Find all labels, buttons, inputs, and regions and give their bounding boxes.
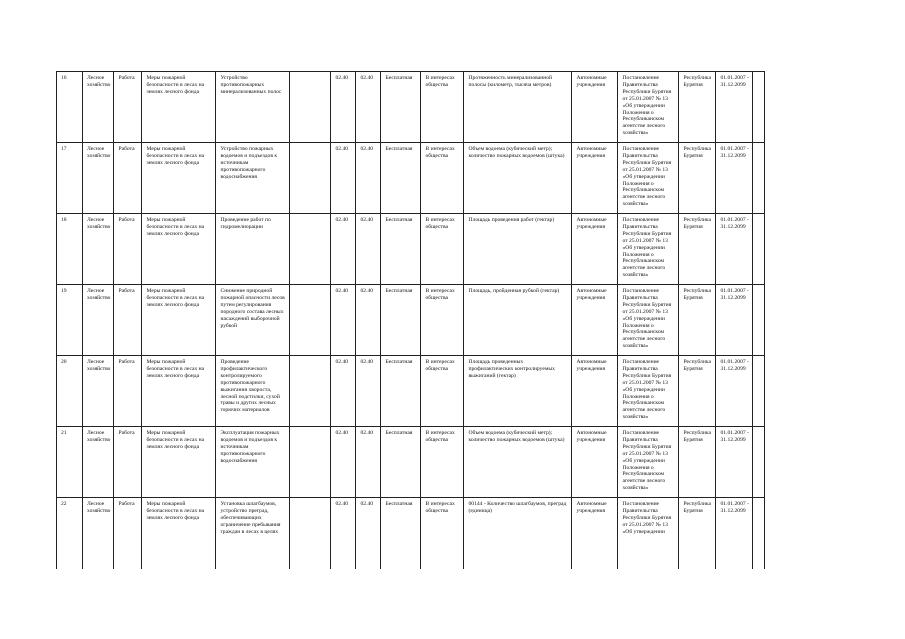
table-row — [57, 285, 765, 356]
blank-cell — [753, 285, 765, 356]
institution-cell: Автономные учреждения — [572, 214, 618, 285]
payment-cell: Бесплатная — [381, 427, 421, 498]
institution-cell: Автономные учреждения — [572, 285, 618, 356]
row-number: 22 — [57, 498, 83, 569]
period-cell: 01.01.2007 - 31.12.2099 — [716, 498, 753, 569]
program-cell: Меры пожарной безопасности в лесах на землях лесного фонда — [142, 214, 216, 285]
table-row — [57, 356, 765, 427]
row-number: 21 — [57, 427, 83, 498]
code-cell: 02.40 — [331, 285, 356, 356]
legal-act-cell: Постановление Правительства Республики Бурятия от 25.01.2007 № 13 «Об утверждении — [618, 498, 679, 569]
payment-cell: Бесплатная — [381, 143, 421, 214]
sector-cell: Лесное хозяйство — [83, 285, 114, 356]
work-cell: Снижение природной пожарной опасности лесов путем регулирования породного состава лесных насаждений выборочной рубкой — [216, 285, 290, 356]
purpose-cell: В интересах общества — [421, 285, 464, 356]
blank-cell — [753, 214, 765, 285]
code-cell: 02.40 — [356, 285, 381, 356]
type-cell: Работа — [114, 214, 142, 285]
measure-cell: Протяженность минерализованной полосы (километр, тысяча метров) — [464, 72, 572, 143]
institution-cell: Автономные учреждения — [572, 427, 618, 498]
type-cell: Работа — [114, 498, 142, 569]
sector-cell: Лесное хозяйство — [83, 356, 114, 427]
measure-cell: Площадь проведения работ (гектар) — [464, 214, 572, 285]
work-cell: Устройство пожарных водоемов и подъездов к источникам противопожарного водоснабжения — [216, 143, 290, 214]
row-number: 17 — [57, 143, 83, 214]
table-row — [57, 72, 765, 143]
blank-cell — [290, 143, 331, 214]
work-cell: Эксплуатация пожарных водоемов и подъездов к источникам противопожарного водоснабжения — [216, 427, 290, 498]
work-cell: Установка шлагбаумов, устройство преград, обеспечивающих ограничение пребывания граждан в лесах в целях — [216, 498, 290, 569]
work-cell: Проведение работ по гидромелиорации — [216, 214, 290, 285]
program-cell: Меры пожарной безопасности в лесах на землях лесного фонда — [142, 498, 216, 569]
type-cell: Работа — [114, 356, 142, 427]
purpose-cell: В интересах общества — [421, 143, 464, 214]
legal-act-cell: Постановление Правительства Республики Бурятия от 25.01.2007 № 13 «Об утверждении Положения о Республиканском агентстве лесного хозяйства» — [618, 72, 679, 143]
table-row — [57, 427, 765, 498]
program-cell: Меры пожарной безопасности в лесах на землях лесного фонда — [142, 143, 216, 214]
registry-table — [56, 71, 765, 569]
code-cell: 02.40 — [356, 72, 381, 143]
legal-act-cell: Постановление Правительства Республики Бурятия от 25.01.2007 № 13 «Об утверждении Положения о Республиканском агентстве лесного хозяйства» — [618, 214, 679, 285]
code-cell: 02.40 — [331, 143, 356, 214]
blank-cell — [290, 72, 331, 143]
code-cell: 02.40 — [356, 143, 381, 214]
legal-act-cell: Постановление Правительства Республики Бурятия от 25.01.2007 № 13 «Об утверждении Положения о Республиканском агентстве лесного хозяйства» — [618, 427, 679, 498]
payment-cell: Бесплатная — [381, 72, 421, 143]
blank-cell — [753, 72, 765, 143]
program-cell: Меры пожарной безопасности в лесах на землях лесного фонда — [142, 427, 216, 498]
work-cell: Проведение профилактического контролируемого противопожарного выжигания хвороста, лесной подстилки, сухой травы и других лесных горючих материалов — [216, 356, 290, 427]
purpose-cell: В интересах общества — [421, 72, 464, 143]
institution-cell: Автономные учреждения — [572, 498, 618, 569]
blank-cell — [290, 285, 331, 356]
period-cell: 01.01.2007 - 31.12.2099 — [716, 427, 753, 498]
purpose-cell: В интересах общества — [421, 356, 464, 427]
code-cell: 02.40 — [356, 427, 381, 498]
legal-act-cell: Постановление Правительства Республики Бурятия от 25.01.2007 № 13 «Об утверждении Положения о Республиканском агентстве лесного хозяйства» — [618, 285, 679, 356]
sector-cell: Лесное хозяйство — [83, 143, 114, 214]
row-number: 16 — [57, 72, 83, 143]
type-cell: Работа — [114, 427, 142, 498]
region-cell: Республика Бурятия — [679, 72, 716, 143]
row-number: 18 — [57, 214, 83, 285]
measure-cell: Площадь, пройденная рубкой (гектар) — [464, 285, 572, 356]
blank-cell — [753, 356, 765, 427]
measure-cell: 00144 - Количество шлагбаумов, преград (единица) — [464, 498, 572, 569]
region-cell: Республика Бурятия — [679, 285, 716, 356]
institution-cell: Автономные учреждения — [572, 143, 618, 214]
purpose-cell: В интересах общества — [421, 498, 464, 569]
period-cell: 01.01.2007 - 31.12.2099 — [716, 285, 753, 356]
code-cell: 02.40 — [356, 498, 381, 569]
blank-cell — [753, 143, 765, 214]
region-cell: Республика Бурятия — [679, 214, 716, 285]
institution-cell: Автономные учреждения — [572, 72, 618, 143]
work-cell: Устройство противопожарных минерализованных полос — [216, 72, 290, 143]
legal-act-cell: Постановление Правительства Республики Бурятия от 25.01.2007 № 13 «Об утверждении Положения о Республиканском агентстве лесного хозяйства» — [618, 356, 679, 427]
payment-cell: Бесплатная — [381, 356, 421, 427]
period-cell: 01.01.2007 - 31.12.2099 — [716, 143, 753, 214]
legal-act-cell: Постановление Правительства Республики Бурятия от 25.01.2007 № 13 «Об утверждении Положения о Республиканском агентстве лесного хозяйства» — [618, 143, 679, 214]
sector-cell: Лесное хозяйство — [83, 214, 114, 285]
region-cell: Республика Бурятия — [679, 356, 716, 427]
sector-cell: Лесное хозяйство — [83, 427, 114, 498]
purpose-cell: В интересах общества — [421, 214, 464, 285]
sector-cell: Лесное хозяйство — [83, 498, 114, 569]
type-cell: Работа — [114, 285, 142, 356]
blank-cell — [753, 427, 765, 498]
region-cell: Республика Бурятия — [679, 143, 716, 214]
payment-cell: Бесплатная — [381, 214, 421, 285]
table-row — [57, 143, 765, 214]
region-cell: Республика Бурятия — [679, 427, 716, 498]
institution-cell: Автономные учреждения — [572, 356, 618, 427]
blank-cell — [753, 498, 765, 569]
code-cell: 02.40 — [356, 214, 381, 285]
table-row — [57, 498, 765, 569]
period-cell: 01.01.2007 - 31.12.2099 — [716, 214, 753, 285]
blank-cell — [290, 356, 331, 427]
table-row — [57, 214, 765, 285]
code-cell: 02.40 — [331, 72, 356, 143]
region-cell: Республика Бурятия — [679, 498, 716, 569]
payment-cell: Бесплатная — [381, 498, 421, 569]
code-cell: 02.40 — [331, 356, 356, 427]
measure-cell: Объем водоема (кубический метр); количество пожарных водоемов (штука) — [464, 427, 572, 498]
code-cell: 02.40 — [331, 214, 356, 285]
measure-cell: Площадь проведенных профилактических контролируемых выжиганий (гектар) — [464, 356, 572, 427]
code-cell: 02.40 — [356, 356, 381, 427]
blank-cell — [290, 498, 331, 569]
type-cell: Работа — [114, 143, 142, 214]
code-cell: 02.40 — [331, 427, 356, 498]
code-cell: 02.40 — [331, 498, 356, 569]
blank-cell — [290, 427, 331, 498]
sector-cell: Лесное хозяйство — [83, 72, 114, 143]
type-cell: Работа — [114, 72, 142, 143]
period-cell: 01.01.2007 - 31.12.2099 — [716, 356, 753, 427]
row-number: 20 — [57, 356, 83, 427]
blank-cell — [290, 214, 331, 285]
period-cell: 01.01.2007 - 31.12.2099 — [716, 72, 753, 143]
program-cell: Меры пожарной безопасности в лесах на землях лесного фонда — [142, 285, 216, 356]
row-number: 19 — [57, 285, 83, 356]
payment-cell: Бесплатная — [381, 285, 421, 356]
program-cell: Меры пожарной безопасности в лесах на землях лесного фонда — [142, 72, 216, 143]
program-cell: Меры пожарной безопасности в лесах на землях лесного фонда — [142, 356, 216, 427]
purpose-cell: В интересах общества — [421, 427, 464, 498]
measure-cell: Объем водоема (кубический метр); количество пожарных водоемов (штука) — [464, 143, 572, 214]
